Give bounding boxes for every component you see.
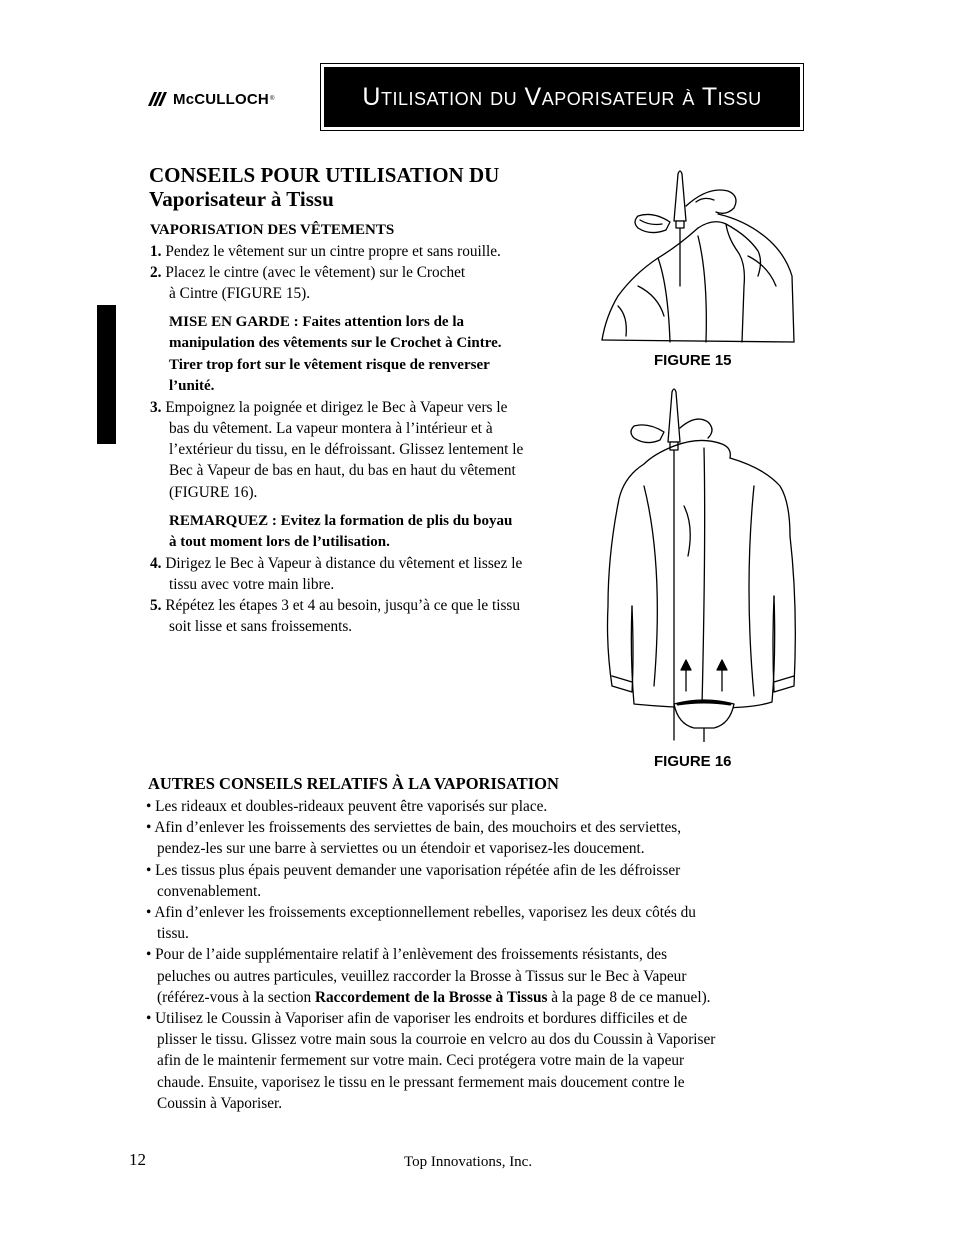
remark-line2: à tout moment lors de l’utilisation. bbox=[169, 534, 390, 550]
list-item-text: plisser le tissu. Glissez votre main sous la courroie en velcro au dos du Coussin à Vaporiser bbox=[157, 1031, 716, 1049]
step-text: Répétez les étapes 3 et 4 au besoin, jusqu’à ce que le tissu bbox=[165, 597, 521, 614]
step-text: Pendez le vêtement sur un cintre propre et sans rouille. bbox=[165, 243, 501, 260]
list-item-text: tissu. bbox=[157, 925, 189, 943]
list-item-text: • Afin d’enlever les froissements exceptionnellement rebelles, vaporisez les deux côtés du bbox=[146, 904, 696, 922]
list-item-text: • Les tissus plus épais peuvent demander une vaporisation répétée afin de les défroisser bbox=[146, 861, 681, 879]
step-number: 4. bbox=[150, 555, 162, 572]
step-number: 2. bbox=[150, 264, 162, 281]
figure-16-label: FIGURE 16 bbox=[654, 753, 732, 770]
step-number: 3. bbox=[150, 399, 162, 416]
figure-15-label: FIGURE 15 bbox=[654, 352, 732, 369]
list-item-text: • Les rideaux et doubles-rideaux peuvent être vaporisés sur place. bbox=[146, 798, 548, 815]
other-tips-heading: AUTRES CONSEILS RELATIFS À LA VAPORISATION bbox=[148, 774, 559, 793]
step-4-cont: tissu avec votre main libre. bbox=[169, 576, 335, 593]
brand-name: McCULLOCH bbox=[173, 90, 269, 108]
list-item bbox=[146, 860, 826, 902]
list-item-text: (référez-vous à la section bbox=[157, 988, 315, 1006]
step-3 bbox=[150, 397, 507, 418]
section-tab-marker bbox=[97, 305, 116, 444]
step-2-cont: à Cintre (FIGURE 15). bbox=[169, 285, 311, 302]
list-item-text: convenablement. bbox=[157, 882, 262, 900]
list-item-text: • Afin d’enlever les froissements des serviettes de bain, des mouchoirs et des serviettes, bbox=[146, 819, 682, 837]
brand-logo bbox=[148, 88, 310, 110]
list-item-text: afin de le maintenir fermement sur votre main. Ceci protégera votre main de la vapeur bbox=[157, 1052, 685, 1070]
page-number: 12 bbox=[129, 1150, 146, 1169]
list-item bbox=[146, 1008, 826, 1114]
step-text: Placez le cintre (avec le vêtement) sur le Crochet bbox=[165, 264, 466, 281]
mcculloch-logo-mark-icon bbox=[148, 92, 172, 106]
figure-15-garment-steamer-illustration bbox=[598, 166, 798, 344]
step-5-cont: soit lisse et sans froissements. bbox=[169, 618, 353, 635]
list-item bbox=[146, 817, 826, 859]
remark-line1: REMARQUEZ : Evitez la formation de plis du boyau bbox=[169, 513, 513, 529]
step-number: 5. bbox=[150, 597, 162, 614]
footer-company: Top Innovations, Inc. bbox=[404, 1154, 533, 1170]
list-item-text: pendez-les sur une barre à serviettes ou un étendoir et vaporisez-les doucement. bbox=[157, 840, 645, 858]
step-3-cont: (FIGURE 16). bbox=[169, 484, 258, 501]
section-title-line1: CONSEILS POUR UTILISATION DU bbox=[149, 163, 500, 187]
list-item bbox=[146, 944, 826, 1008]
warning-line2: manipulation des vêtements sur le Crochet à Cintre. bbox=[169, 335, 502, 351]
warning-line3: Tirer trop fort sur le vêtement risque de renverser bbox=[169, 357, 490, 373]
step-3-cont: Bec à Vapeur de bas en haut, du bas en haut du vêtement bbox=[169, 462, 516, 479]
list-item bbox=[146, 902, 826, 944]
list-item-text: Coussin à Vaporiser. bbox=[157, 1094, 283, 1112]
subheading-garments: VAPORISATION DES VÊTEMENTS bbox=[150, 222, 395, 238]
page-title: Utilisation du Vaporisateur à Tissu bbox=[324, 67, 800, 127]
list-item-text: • Utilisez le Coussin à Vaporiser afin de vaporiser les endroits et bordures difficiles et de bbox=[146, 1010, 688, 1028]
list-item bbox=[146, 796, 826, 817]
step-text: Dirigez le Bec à Vapeur à distance du vêtement et lissez le bbox=[165, 555, 523, 572]
list-item-bold-reference: Raccordement de la Brosse à Tissus bbox=[314, 988, 548, 1006]
step-2 bbox=[150, 262, 465, 283]
step-3-cont: l’extérieur du tissu, en le défroissant. Glissez lentement le bbox=[169, 441, 524, 458]
step-3-cont: bas du vêtement. La vapeur montera à l’intérieur et à bbox=[169, 420, 493, 437]
list-item-text: peluches ou autres particules, veuillez raccorder la Brosse à Tissus sur le Bec à Vapeur bbox=[157, 967, 687, 985]
step-number: 1. bbox=[150, 243, 162, 260]
brand-registered-mark: ® bbox=[269, 96, 275, 102]
section-title-line2: Vaporisateur à Tissu bbox=[149, 187, 334, 211]
list-item-text: • Pour de l’aide supplémentaire relatif à l’enlèvement des froissements résistants, des bbox=[146, 946, 668, 964]
warning-line1: MISE EN GARDE : Faites attention lors de la bbox=[169, 314, 464, 330]
step-4 bbox=[150, 553, 522, 574]
step-5 bbox=[150, 595, 520, 616]
step-1 bbox=[150, 241, 501, 262]
warning-line4: l’unité. bbox=[169, 378, 215, 394]
list-item-text: à la page 8 de ce manuel). bbox=[547, 988, 711, 1006]
other-tips-list bbox=[146, 796, 826, 1114]
step-text: Empoignez la poignée et dirigez le Bec à Vapeur vers le bbox=[165, 399, 508, 416]
list-item-text: chaude. Ensuite, vaporisez le tissu en le pressant fermement mais doucement contre le bbox=[157, 1073, 685, 1091]
figure-16-garment-steamer-illustration bbox=[604, 386, 800, 742]
